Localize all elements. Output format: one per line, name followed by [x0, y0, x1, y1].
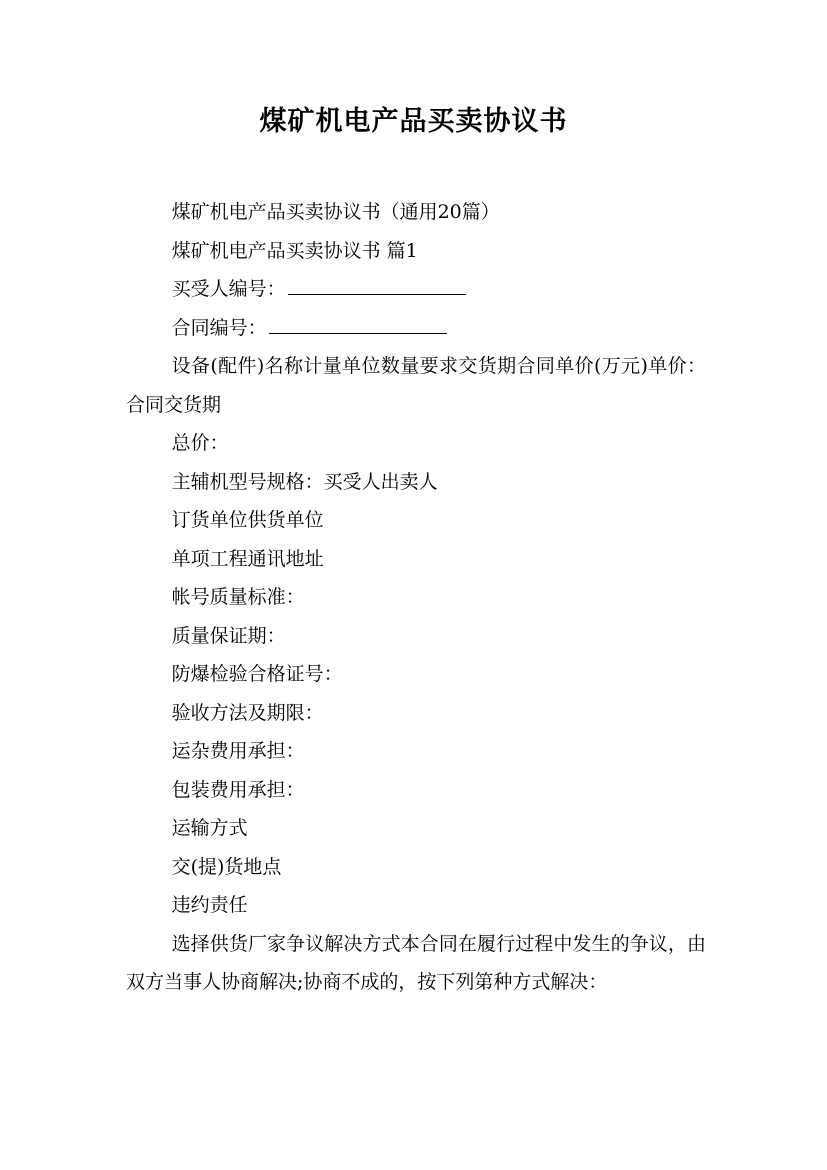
buyer-number-label: 买受人编号： [171, 278, 286, 300]
paragraph-contract-number [126, 309, 706, 348]
paragraph-subtitle: 煤矿机电产品买卖协议书（通用20篇） [171, 201, 500, 223]
paragraph-freight-cost: 运杂费用承担： [171, 740, 305, 762]
buyer-number-blank-line [288, 272, 466, 295]
paragraph-project-address: 单项工程通讯地址 [171, 547, 324, 570]
paragraph-liability: 违约责任 [171, 894, 248, 916]
paragraph-total-price: 总价： [171, 432, 229, 454]
paragraph-acceptance: 验收方法及期限： [171, 701, 324, 724]
paragraph-dispute: 选择供货厂家争议解决方式本合同在履行过程中发生的争议，由双方当事人协商解决;协商不成的，按下列第种方式解决： [126, 932, 706, 993]
paragraph-buyer-number [126, 270, 706, 309]
document-body [126, 193, 706, 1002]
paragraph-model-spec: 主辅机型号规格：买受人出卖人 [171, 470, 438, 493]
contract-number-label: 合同编号： [171, 316, 267, 339]
paragraph-section-heading: 煤矿机电产品买卖协议书 篇1 [171, 239, 418, 262]
paragraph-explosion-proof: 防爆检验合格证号： [171, 663, 343, 685]
paragraph-equipment: 设备(配件)名称计量单位数量要求交货期合同单价(万元)单价：合同交货期 [126, 355, 706, 416]
paragraph-packing-cost: 包装费用承担： [171, 778, 305, 801]
paragraph-warranty: 质量保证期： [171, 624, 286, 647]
document-title: 煤矿机电产品买卖协议书 [259, 106, 568, 137]
contract-number-blank-line [269, 311, 447, 334]
paragraph-delivery-place: 交(提)货地点 [171, 855, 282, 878]
paragraph-transport: 运输方式 [171, 817, 248, 839]
paragraph-account-quality: 帐号质量标准： [171, 586, 305, 608]
paragraph-order-unit: 订货单位供货单位 [171, 509, 324, 531]
